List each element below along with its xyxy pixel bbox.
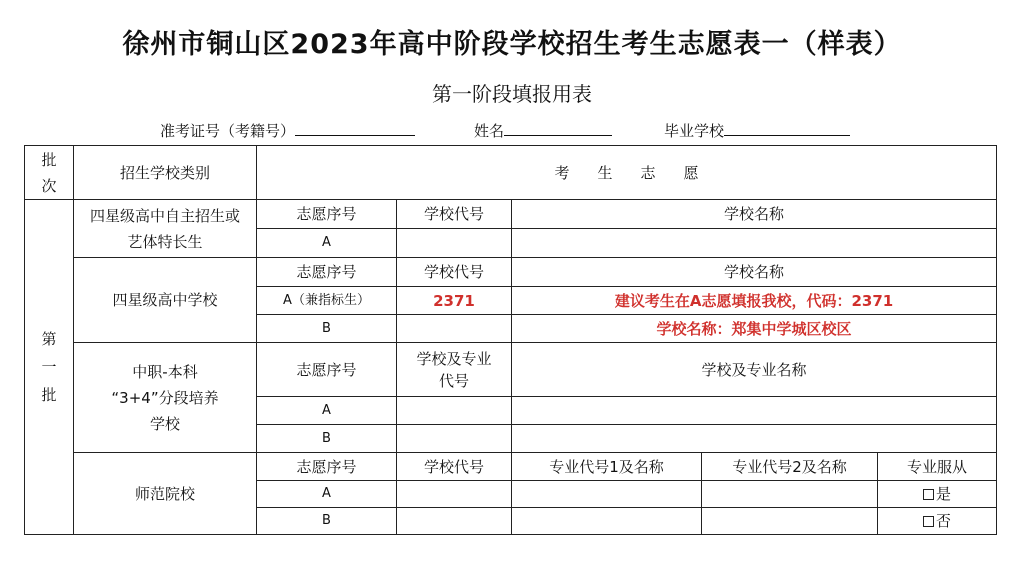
name-label: 姓名: [474, 122, 505, 140]
sec1-row-a: A: [257, 229, 397, 258]
sec4-row-b-major2[interactable]: [702, 508, 878, 535]
sec4-row-b: B: [257, 508, 397, 535]
sec1-category: 四星级高中自主招生或艺体特长生: [74, 200, 257, 258]
sec3-category-line2: “3+4”分段培养: [111, 388, 219, 407]
sec3-row-b: B: [257, 425, 397, 453]
name-blank[interactable]: [504, 120, 612, 136]
sec2-row-a: A（兼指标生）: [257, 287, 397, 315]
sec4-col-code: 学校代号: [397, 453, 512, 481]
sec4-row-a: A: [257, 481, 397, 508]
sec1-row-a-name[interactable]: [512, 229, 997, 258]
sec4-row-a-major2[interactable]: [702, 481, 878, 508]
school-field: [664, 120, 850, 142]
sec3-col-name: 学校及专业名称: [512, 343, 997, 397]
sec2-col-order: 志愿序号: [257, 258, 397, 287]
school-label: 毕业学校: [664, 122, 725, 140]
table-row: [25, 343, 997, 397]
sec4-col-major2: 专业代号2及名称: [702, 453, 878, 481]
sec2-row-a-code[interactable]: 2371: [397, 287, 512, 315]
sec1-col-code: 学校代号: [397, 200, 512, 229]
table-row: [25, 200, 997, 229]
sec3-row-b-name[interactable]: [512, 425, 997, 453]
obey-no-label: 否: [936, 512, 952, 530]
name-field: [474, 120, 612, 142]
sec3-category-line3: 学校: [149, 414, 180, 433]
sec1-col-order: 志愿序号: [257, 200, 397, 229]
sec4-col-major1: 专业代号1及名称: [512, 453, 702, 481]
sec1-row-a-code[interactable]: [397, 229, 512, 258]
header-wishes: 考生志愿: [257, 146, 997, 200]
table-row: [25, 453, 997, 481]
sec2-row-b-code[interactable]: [397, 315, 512, 343]
sec4-row-a-major1[interactable]: [512, 481, 702, 508]
sec3-row-a: A: [257, 397, 397, 425]
sec3-row-a-name[interactable]: [512, 397, 997, 425]
sec2-row-a-note[interactable]: 建议考生在A志愿填报我校，代码：2371: [512, 287, 997, 315]
sec2-col-name: 学校名称: [512, 258, 997, 287]
sec2-category: 四星级高中学校: [74, 258, 257, 343]
header-category: 招生学校类别: [74, 146, 257, 200]
sec3-row-a-code[interactable]: [397, 397, 512, 425]
sec4-obey-yes[interactable]: [878, 481, 997, 508]
exam-id-field: [160, 120, 415, 142]
wish-table: [24, 145, 997, 535]
sec2-row-b-note[interactable]: 学校名称：郑集中学城区校区: [512, 315, 997, 343]
sec4-col-order: 志愿序号: [257, 453, 397, 481]
sec2-row-b: B: [257, 315, 397, 343]
batch-first: 第一批: [25, 200, 74, 535]
checkbox-yes[interactable]: [923, 489, 934, 500]
page-title: 徐州市铜山区2023年高中阶段学校招生考生志愿表一（样表）: [122, 29, 902, 60]
sec3-row-b-code[interactable]: [397, 425, 512, 453]
sec1-col-name: 学校名称: [512, 200, 997, 229]
sec3-category: [74, 343, 257, 453]
obey-yes-label: 是: [936, 485, 952, 503]
sec3-col-code: 学校及专业代号: [397, 343, 512, 397]
page-subtitle: 第一阶段填报用表: [432, 82, 592, 106]
sec2-col-code: 学校代号: [397, 258, 512, 287]
sec3-col-order: 志愿序号: [257, 343, 397, 397]
sec3-category-line1: 中职-本科: [132, 362, 198, 381]
sec4-col-obey: 专业服从: [878, 453, 997, 481]
sec4-row-b-code[interactable]: [397, 508, 512, 535]
table-header-row: [25, 146, 997, 200]
checkbox-no[interactable]: [923, 516, 934, 527]
sec4-row-b-major1[interactable]: [512, 508, 702, 535]
sec4-obey-no[interactable]: [878, 508, 997, 535]
sec4-category: 师范院校: [74, 453, 257, 535]
school-blank[interactable]: [724, 120, 850, 136]
table-row: [25, 258, 997, 287]
exam-id-blank[interactable]: [295, 120, 415, 136]
header-batch: 批次: [25, 146, 74, 200]
exam-id-label: 准考证号（考籍号）: [160, 122, 296, 140]
sec4-row-a-code[interactable]: [397, 481, 512, 508]
